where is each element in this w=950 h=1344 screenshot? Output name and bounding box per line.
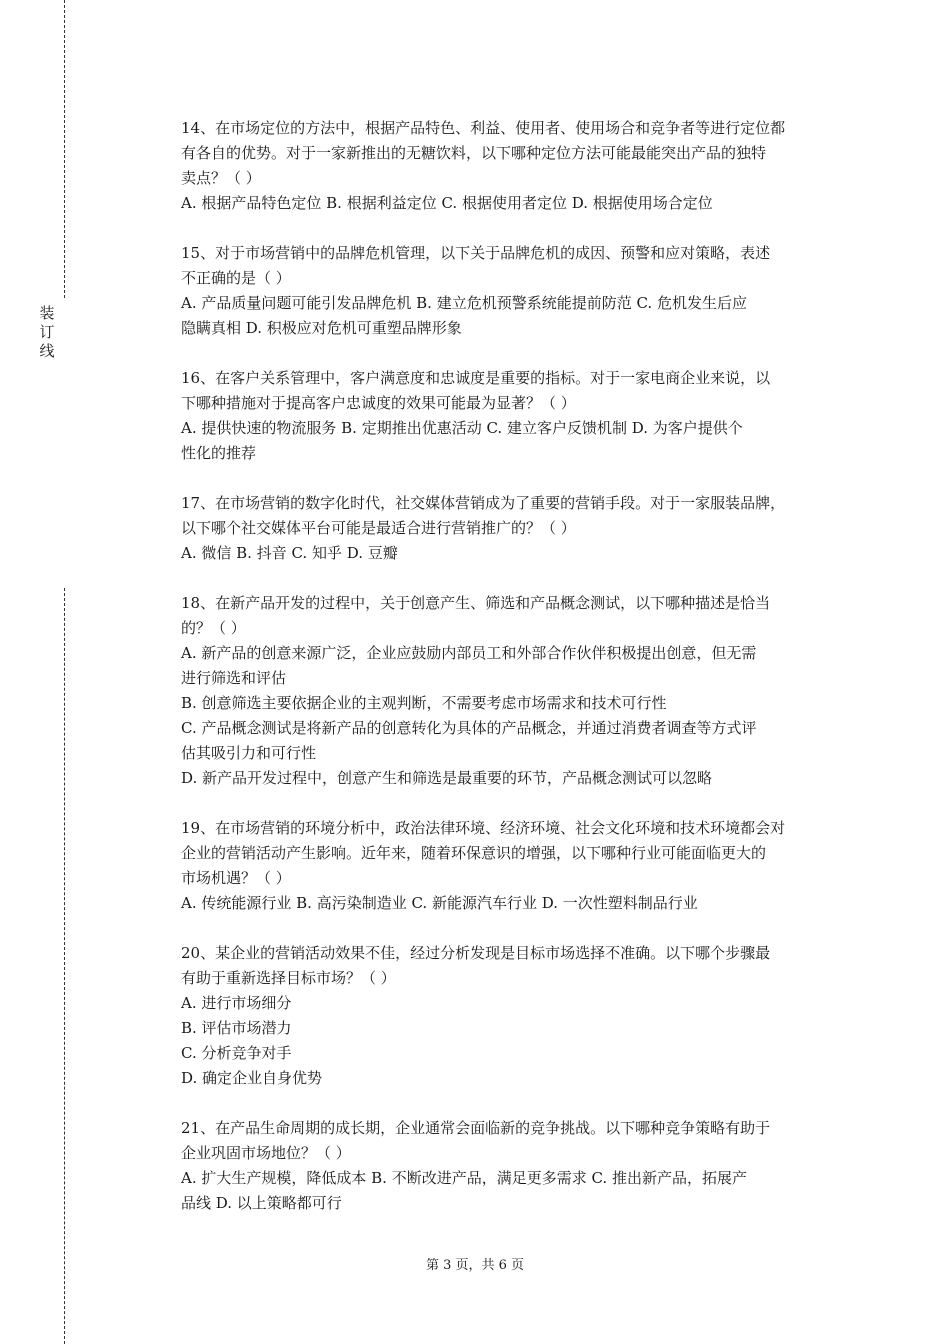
- binding-dashed-line-bottom: [64, 588, 65, 1344]
- question-line: 企业的营销活动产生影响。近年来，随着环保意识的增强，以下哪种行业可能面临更大的: [181, 844, 767, 862]
- question-line: 有助于重新选择目标市场？（ ）: [181, 969, 396, 987]
- question-14: [181, 116, 847, 216]
- option-c-cont: 估其吸引力和可行性: [181, 744, 317, 762]
- option-d: D. 确定企业自身优势: [181, 1069, 323, 1087]
- option-a: A. 进行市场细分: [181, 994, 292, 1012]
- options-line: A. 微信 B. 抖音 C. 知乎 D. 豆瓣: [181, 544, 398, 562]
- question-line: 15、对于市场营销中的品牌危机管理，以下关于品牌危机的成因、预警和应对策略，表述: [181, 244, 771, 262]
- question-line: 的？（ ）: [181, 619, 246, 637]
- question-line: 14、在市场定位的方法中，根据产品特色、利益、使用者、使用场合和竞争者等进行定位都: [181, 119, 786, 137]
- question-line: 19、在市场营销的环境分析中，政治法律环境、经济环境、社会文化环境和技术环境都会对: [181, 819, 786, 837]
- question-16: [181, 366, 847, 466]
- options-line: A. 扩大生产规模，降低成本 B. 不断改进产品，满足更多需求 C. 推出新产品，拓展产: [181, 1169, 747, 1187]
- binding-char: 订: [39, 323, 55, 341]
- option-c: C. 分析竞争对手: [181, 1044, 292, 1062]
- page-number: 第 3 页，共 6 页: [425, 1258, 525, 1273]
- question-line: 18、在新产品开发的过程中，关于创意产生、筛选和产品概念测试，以下哪种描述是恰当: [181, 594, 771, 612]
- question-line: 卖点？（ ）: [181, 169, 261, 187]
- option-b: B. 创意筛选主要依据企业的主观判断，不需要考虑市场需求和技术可行性: [181, 694, 667, 712]
- question-line: 16、在客户关系管理中，客户满意度和忠诚度是重要的指标。对于一家电商企业来说，以: [181, 369, 771, 387]
- option-a-cont: 进行筛选和评估: [181, 669, 287, 687]
- binding-char: 线: [39, 342, 55, 360]
- options-line: A. 提供快速的物流服务 B. 定期推出优惠活动 C. 建立客户反馈机制 D. 为客户提供个: [181, 419, 743, 437]
- question-line: 企业巩固市场地位？（ ）: [181, 1144, 351, 1162]
- option-b: B. 评估市场潜力: [181, 1019, 292, 1037]
- binding-char: 装: [39, 304, 55, 322]
- options-line: A. 传统能源行业 B. 高污染制造业 C. 新能源汽车行业 D. 一次性塑料制品行业: [181, 894, 698, 912]
- options-line: 隐瞒真相 D. 积极应对危机可重塑品牌形象: [181, 319, 462, 337]
- question-line: 17、在市场营销的数字化时代，社交媒体营销成为了重要的营销手段。对于一家服装品牌，: [181, 494, 786, 512]
- question-line: 20、某企业的营销活动效果不佳，经过分析发现是目标市场选择不准确。以下哪个步骤最: [181, 944, 771, 962]
- question-line: 下哪种措施对于提高客户忠诚度的效果可能最为显著？（ ）: [181, 394, 576, 412]
- options-line: 品线 D. 以上策略都可行: [181, 1194, 342, 1212]
- option-a: A. 新产品的创意来源广泛，企业应鼓励内部员工和外部合作伙伴积极提出创意，但无需: [181, 644, 757, 662]
- options-line: A. 根据产品特色定位 B. 根据利益定位 C. 根据使用者定位 D. 根据使用场合定位: [181, 194, 713, 212]
- option-d: D. 新产品开发过程中，创意产生和筛选是最重要的环节，产品概念测试可以忽略: [181, 769, 713, 787]
- question-17: [181, 491, 847, 566]
- question-line: 21、在产品生命周期的成长期，企业通常会面临新的竞争挑战。以下哪种竞争策略有助于: [181, 1119, 771, 1137]
- options-line: 性化的推荐: [181, 444, 257, 462]
- question-line: 市场机遇？（ ）: [181, 869, 291, 887]
- option-c: C. 产品概念测试是将新产品的创意转化为具体的产品概念，并通过消费者调查等方式评: [181, 719, 757, 737]
- options-line: A. 产品质量问题可能引发品牌危机 B. 建立危机预警系统能提前防范 C. 危机发生后应: [181, 294, 747, 312]
- question-19: [181, 816, 847, 916]
- question-15: [181, 241, 847, 341]
- binding-dashed-line-top: [64, 0, 65, 298]
- question-18: [181, 591, 847, 791]
- question-list: [181, 116, 847, 1241]
- binding-label: [38, 304, 56, 361]
- question-20: [181, 941, 847, 1091]
- question-line: 以下哪个社交媒体平台可能是最适合进行营销推广的？（ ）: [181, 519, 576, 537]
- question-line: 不正确的是（ ）: [181, 269, 291, 287]
- question-line: 有各自的优势。对于一家新推出的无糖饮料，以下哪种定位方法可能最能突出产品的独特: [181, 144, 767, 162]
- question-21: [181, 1116, 847, 1216]
